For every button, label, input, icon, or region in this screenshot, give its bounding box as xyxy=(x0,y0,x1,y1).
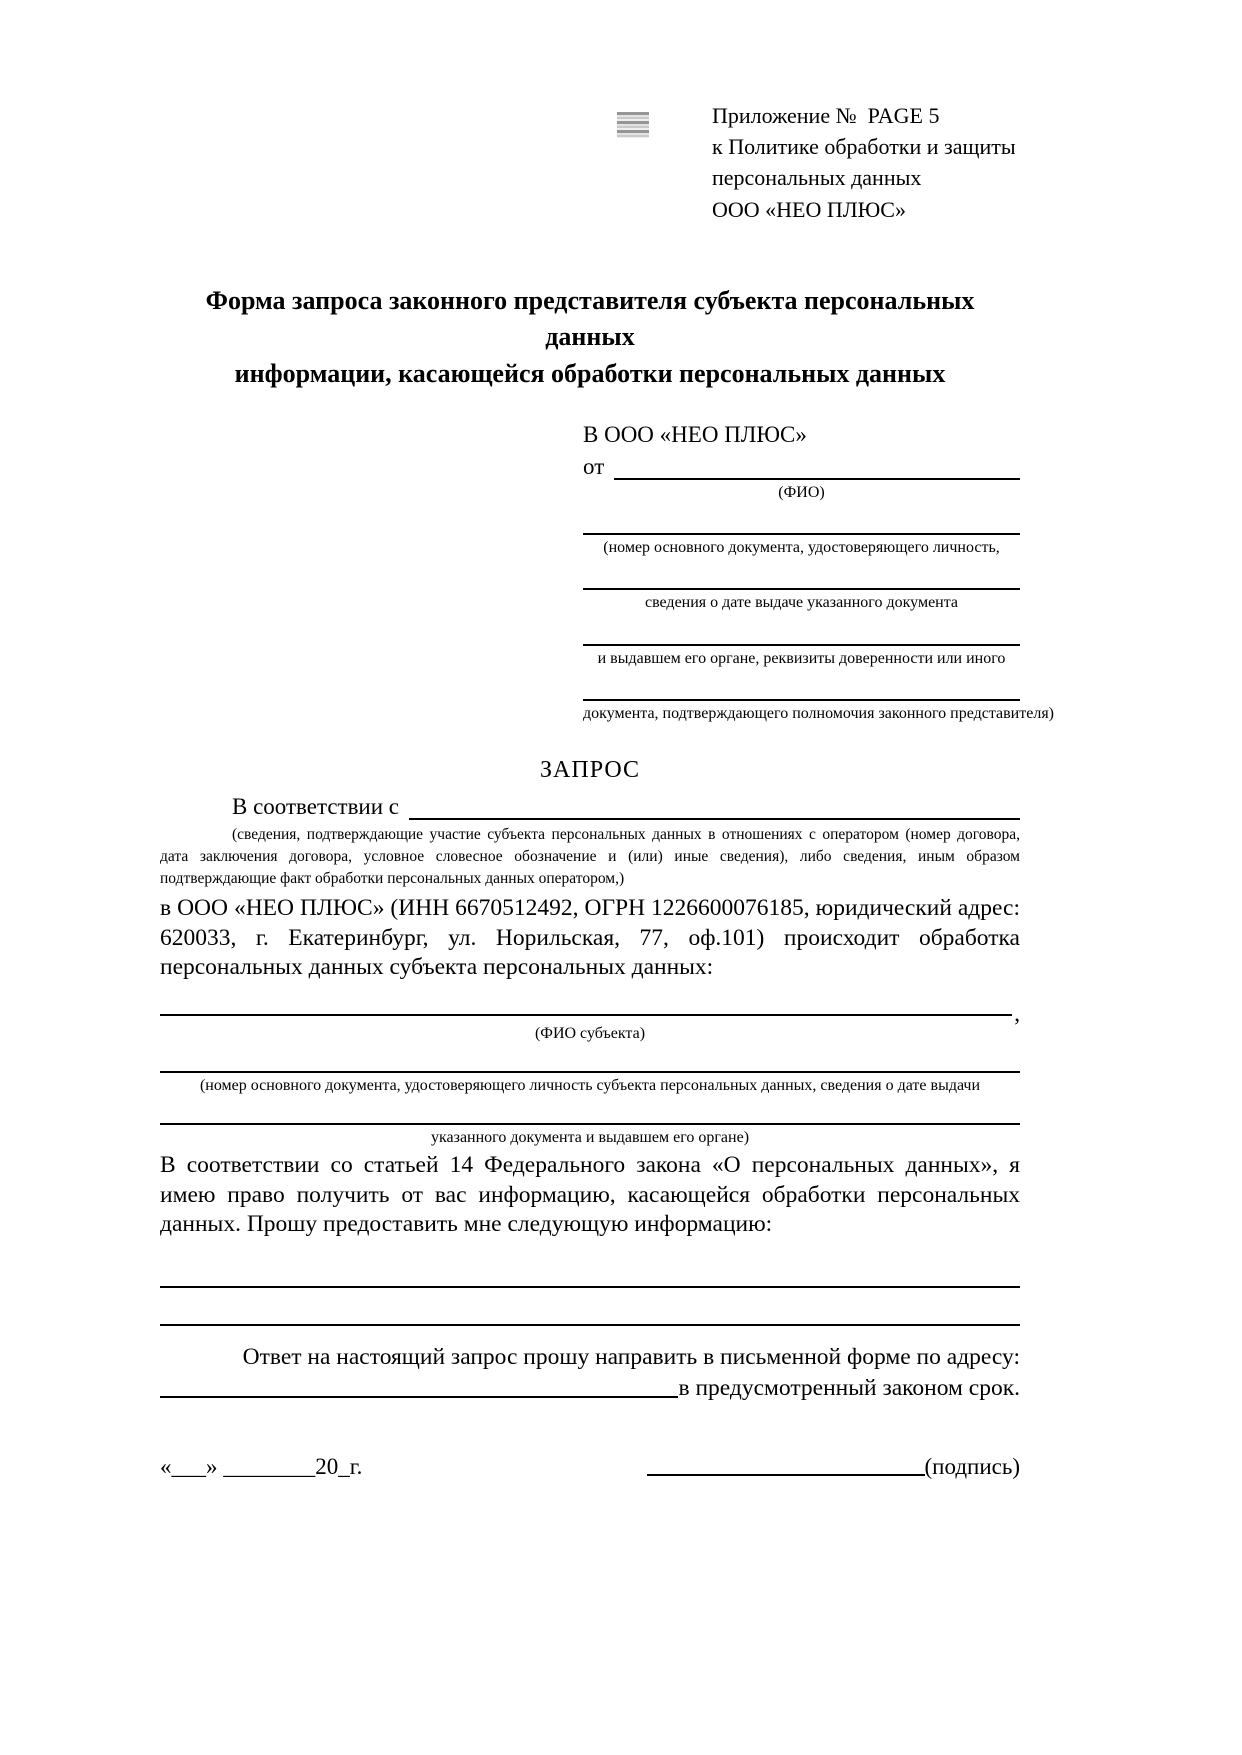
signature-block xyxy=(647,1454,1020,1480)
doc-number-blank-line xyxy=(583,533,1020,535)
law-paragraph: В соответствии со статьей 14 Федерального закона «О персональных данных», я имею право получить от вас информацию, касающейся обработки персональных данных. Прошу предоставить мне следующую информацию: xyxy=(160,1152,1020,1238)
subject-doc-blank-line xyxy=(160,1071,1020,1073)
subject-fio-row xyxy=(160,1000,1020,1026)
appendix-number-line: Приложение № PAGE 5 xyxy=(712,103,940,128)
doc-authority-blank-line xyxy=(583,644,1020,646)
address-blank-line xyxy=(160,1396,678,1398)
signature-blank-line xyxy=(647,1474,925,1476)
answer-deadline-text: в предусмотренный законом срок. xyxy=(678,1374,1020,1401)
date-blank-line: «___» ________20_г. xyxy=(160,1453,363,1479)
from-label: от xyxy=(583,454,605,479)
fio-blank-line xyxy=(614,454,1020,480)
accordance-note: (сведения, подтверждающие участие субъекта персональных данных в отношениях с оператором (номер договора, дата заключения договора, условное словесное обозначение и (или) иные сведения), либо сведения, иным образом подтверждающие факт обработки персональных данных оператором,) xyxy=(160,825,1020,887)
signature-caption: (подпись) xyxy=(924,1453,1020,1479)
doc-issue-date-blank-line xyxy=(583,588,1020,590)
subject-fio-blank-line xyxy=(160,1014,1012,1016)
answer-address-row xyxy=(160,1375,1020,1402)
company-name-line: ООО «НЕО ПЛЮС» xyxy=(712,196,906,222)
subject-fio-caption: (ФИО субъекта) xyxy=(534,1024,646,1042)
answer-instruction-line: Ответ на настоящий запрос прошу направить в письменной форме по адресу: xyxy=(242,1343,1020,1370)
form-title xyxy=(160,283,1020,392)
doc-number-caption: (номер основного документа, удостоверяющего личность, xyxy=(603,539,1000,557)
accordance-blank-line xyxy=(409,794,1020,820)
doc-power-caption: документа, подтверждающего полномочия законного представителя) xyxy=(583,704,1054,722)
recipient-to-line: В ООО «НЕО ПЛЮС» xyxy=(583,422,807,448)
policy-line-1: к Политике обработки и защиты xyxy=(712,134,1016,160)
appendix-header xyxy=(712,100,1016,225)
form-title-line-2: информации, касающейся обработки персональных данных xyxy=(234,358,946,388)
info-blank-line-2 xyxy=(160,1324,1020,1326)
recipient-block xyxy=(583,420,1054,723)
recipient-from-row xyxy=(583,454,1020,480)
doc-power-blank-line xyxy=(583,699,1020,701)
request-heading: ЗАПРОС xyxy=(540,756,640,783)
form-title-line-1: Форма запроса законного представителя субъекта персональных данных xyxy=(205,285,975,352)
fio-caption: (ФИО) xyxy=(778,484,825,501)
accordance-row xyxy=(160,794,1020,820)
policy-line-2: персональных данных xyxy=(712,165,922,191)
accordance-label: В соответствии с xyxy=(232,793,400,819)
line-end-comma: , xyxy=(1014,1000,1020,1026)
operator-paragraph: в ООО «НЕО ПЛЮС» (ИНН 6670512492, ОГРН 1226600076185, юридический адрес: 620033, г. Екатеринбург, ул. Норильская, 77, оф.101) происходит обработка персональных данных субъекта персональных данных: xyxy=(160,894,1020,981)
subject-doc-blank-line-2 xyxy=(160,1123,1020,1125)
doc-authority-caption: и выдавшем его органе, реквизиты доверенности или иного xyxy=(597,649,1006,667)
page-header xyxy=(160,100,1020,225)
signature-footer xyxy=(160,1454,1020,1480)
image-placeholder-icon xyxy=(617,112,649,138)
doc-issue-date-caption: сведения о дате выдаче указанного документа xyxy=(644,594,959,612)
subject-doc-caption-1: (номер основного документа, удостоверяющего личность субъекта персональных данных, сведения о дате выдачи xyxy=(199,1076,981,1094)
info-blank-line-1 xyxy=(160,1286,1020,1288)
subject-doc-caption-2: указанного документа и выдавшем его органе) xyxy=(430,1128,750,1146)
